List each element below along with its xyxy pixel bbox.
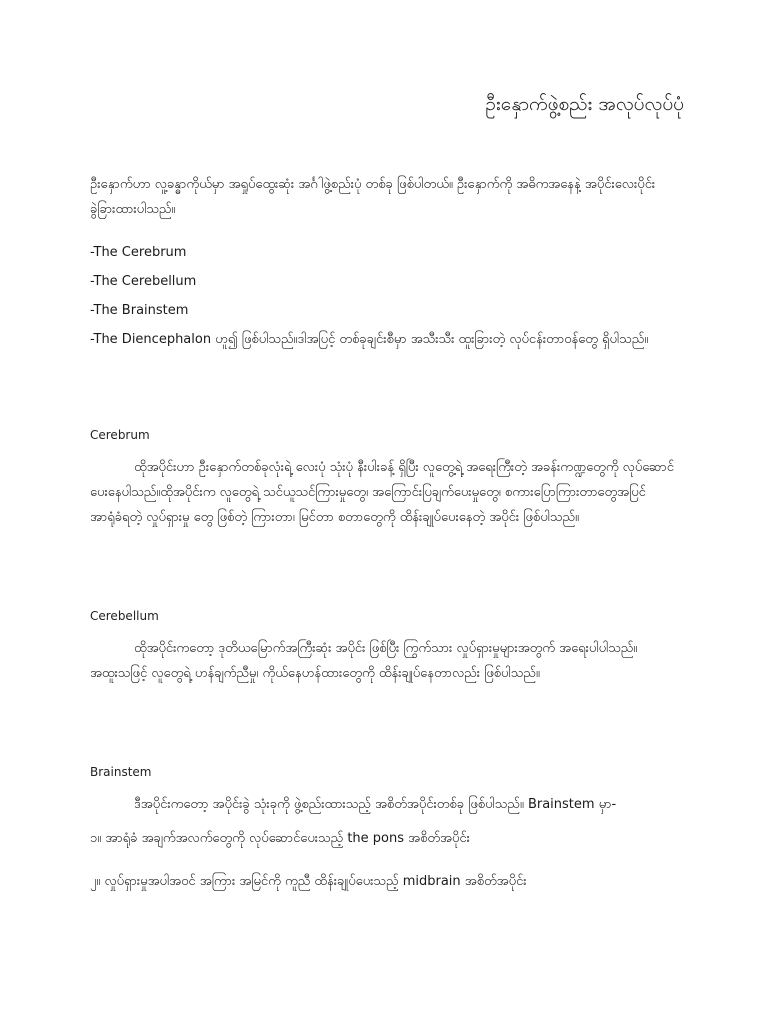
document-title: ဦးနှောက်ဖွဲ့စည်း အလုပ်လုပ်ပုံ (485, 93, 684, 115)
brainstem-body-block (90, 792, 680, 817)
brainstem-item-1-block (90, 826, 680, 851)
section-body-cerebellum: ထိုအပိုင်းကတော့ ဒုတိယမြောက်အကြီးဆုံး အပိုင်း ဖြစ်ပြီး ကြွက်သား လှုပ်ရှားမှုများအတွက် အရေးပါပါသည်။ အထူးသဖြင့် လူတွေရဲ့ ဟန်ချက်ညီမှု၊ ကိုယ်နေဟန်ထားတွေကို ထိန်းချုပ်နေတာလည်း ဖြစ်ပါသည်။ (90, 641, 638, 681)
brain-parts-list-3 (90, 298, 680, 323)
section-body-brainstem-line-3: ၂။ လှုပ်ရှားမှုအပါအဝင် အကြား အမြင်ကို ကူညီ ထိန်းချုပ်ပေးသည့် midbrain အစိတ်အပိုင်း (90, 874, 527, 889)
brain-parts-list-4 (90, 327, 680, 352)
cerebrum-body-block (90, 455, 680, 530)
section-heading-cerebrum: Cerebrum (90, 428, 150, 442)
section-heading-cerebellum: Cerebellum (90, 609, 159, 623)
section-body-brainstem-line-2: ၁။ အာရုံခံ အချက်အလက်တွေကို လုပ်ဆောင်ပေးသည့် the pons အစိတ်အပိုင်း (90, 831, 470, 846)
brain-parts-list-2 (90, 269, 680, 294)
cerebellum-body-block (90, 636, 680, 686)
list-item: -The Cerebellum (90, 274, 197, 289)
brainstem-item-2-block (90, 869, 680, 894)
section-heading-brainstem: Brainstem (90, 765, 152, 779)
brain-parts-list (90, 240, 680, 265)
brainstem-section (90, 762, 680, 782)
section-body-brainstem-line-1: ဒီအပိုင်းကတော့ အပိုင်းခွဲ သုံးခုကို ဖွဲ့စည်းထားသည့် အစိတ်အပိုင်းတစ်ခု ဖြစ်ပါသည်။ Brainstem မှာ- (134, 797, 617, 812)
intro-paragraph-block (90, 172, 680, 222)
list-item: -The Cerebrum (90, 245, 187, 260)
list-item: -The Diencephalon ဟူ၍ ဖြစ်ပါသည်။ဒါအပြင့် တစ်ခုချင်းစီမှာ အသီးသီး ထူးခြားတဲ့ လုပ်ငန်းတာဝန်တွေ ရှိပါသည်။ (90, 332, 649, 347)
section-body-cerebrum: ထိုအပိုင်းဟာ ဦးနှောက်တစ်ခုလုံးရဲ့ လေးပုံ သုံးပုံ နီးပါးခန့် ရှိပြီး လူတွေ့ရဲ့ အရေးကြီးတဲ့ အခန်းကဏ္ဍတွေကို လုပ်ဆောင်ပေးနေပါသည်။ထိုအပိုင်းက လူတွေရဲ့ သင်ယူသင်ကြားမှုတွေ၊ အကြောင်းပြချက်ပေးမှုတွေ၊ စကားပြောကြားတာတွေအပြင် အာရုံခံရတဲ့ လှုပ်ရှားမှု တွေ ဖြစ်တဲ့ ကြားတာ၊ မြင်တာ စတာတွေကို ထိန်းချုပ်ပေးနေတဲ့ အပိုင်း ဖြစ်ပါသည်။ (90, 460, 674, 525)
cerebellum-section (90, 606, 680, 626)
intro-paragraph: ဦးနှောက်ဟာ လူ့ခန္ဓာကိုယ်မှာ အရှုပ်ထွေးဆုံး အင်္ဂါဖွဲ့စည်းပုံ တစ်ခု ဖြစ်ပါတယ်။ ဦးနှောက်ကို အဓိကအနေနဲ့ အပိုင်းလေးပိုင်း ခွဲခြားထားပါသည်။ (90, 177, 656, 217)
list-item: -The Brainstem (90, 303, 189, 318)
cerebrum-section (90, 425, 680, 445)
